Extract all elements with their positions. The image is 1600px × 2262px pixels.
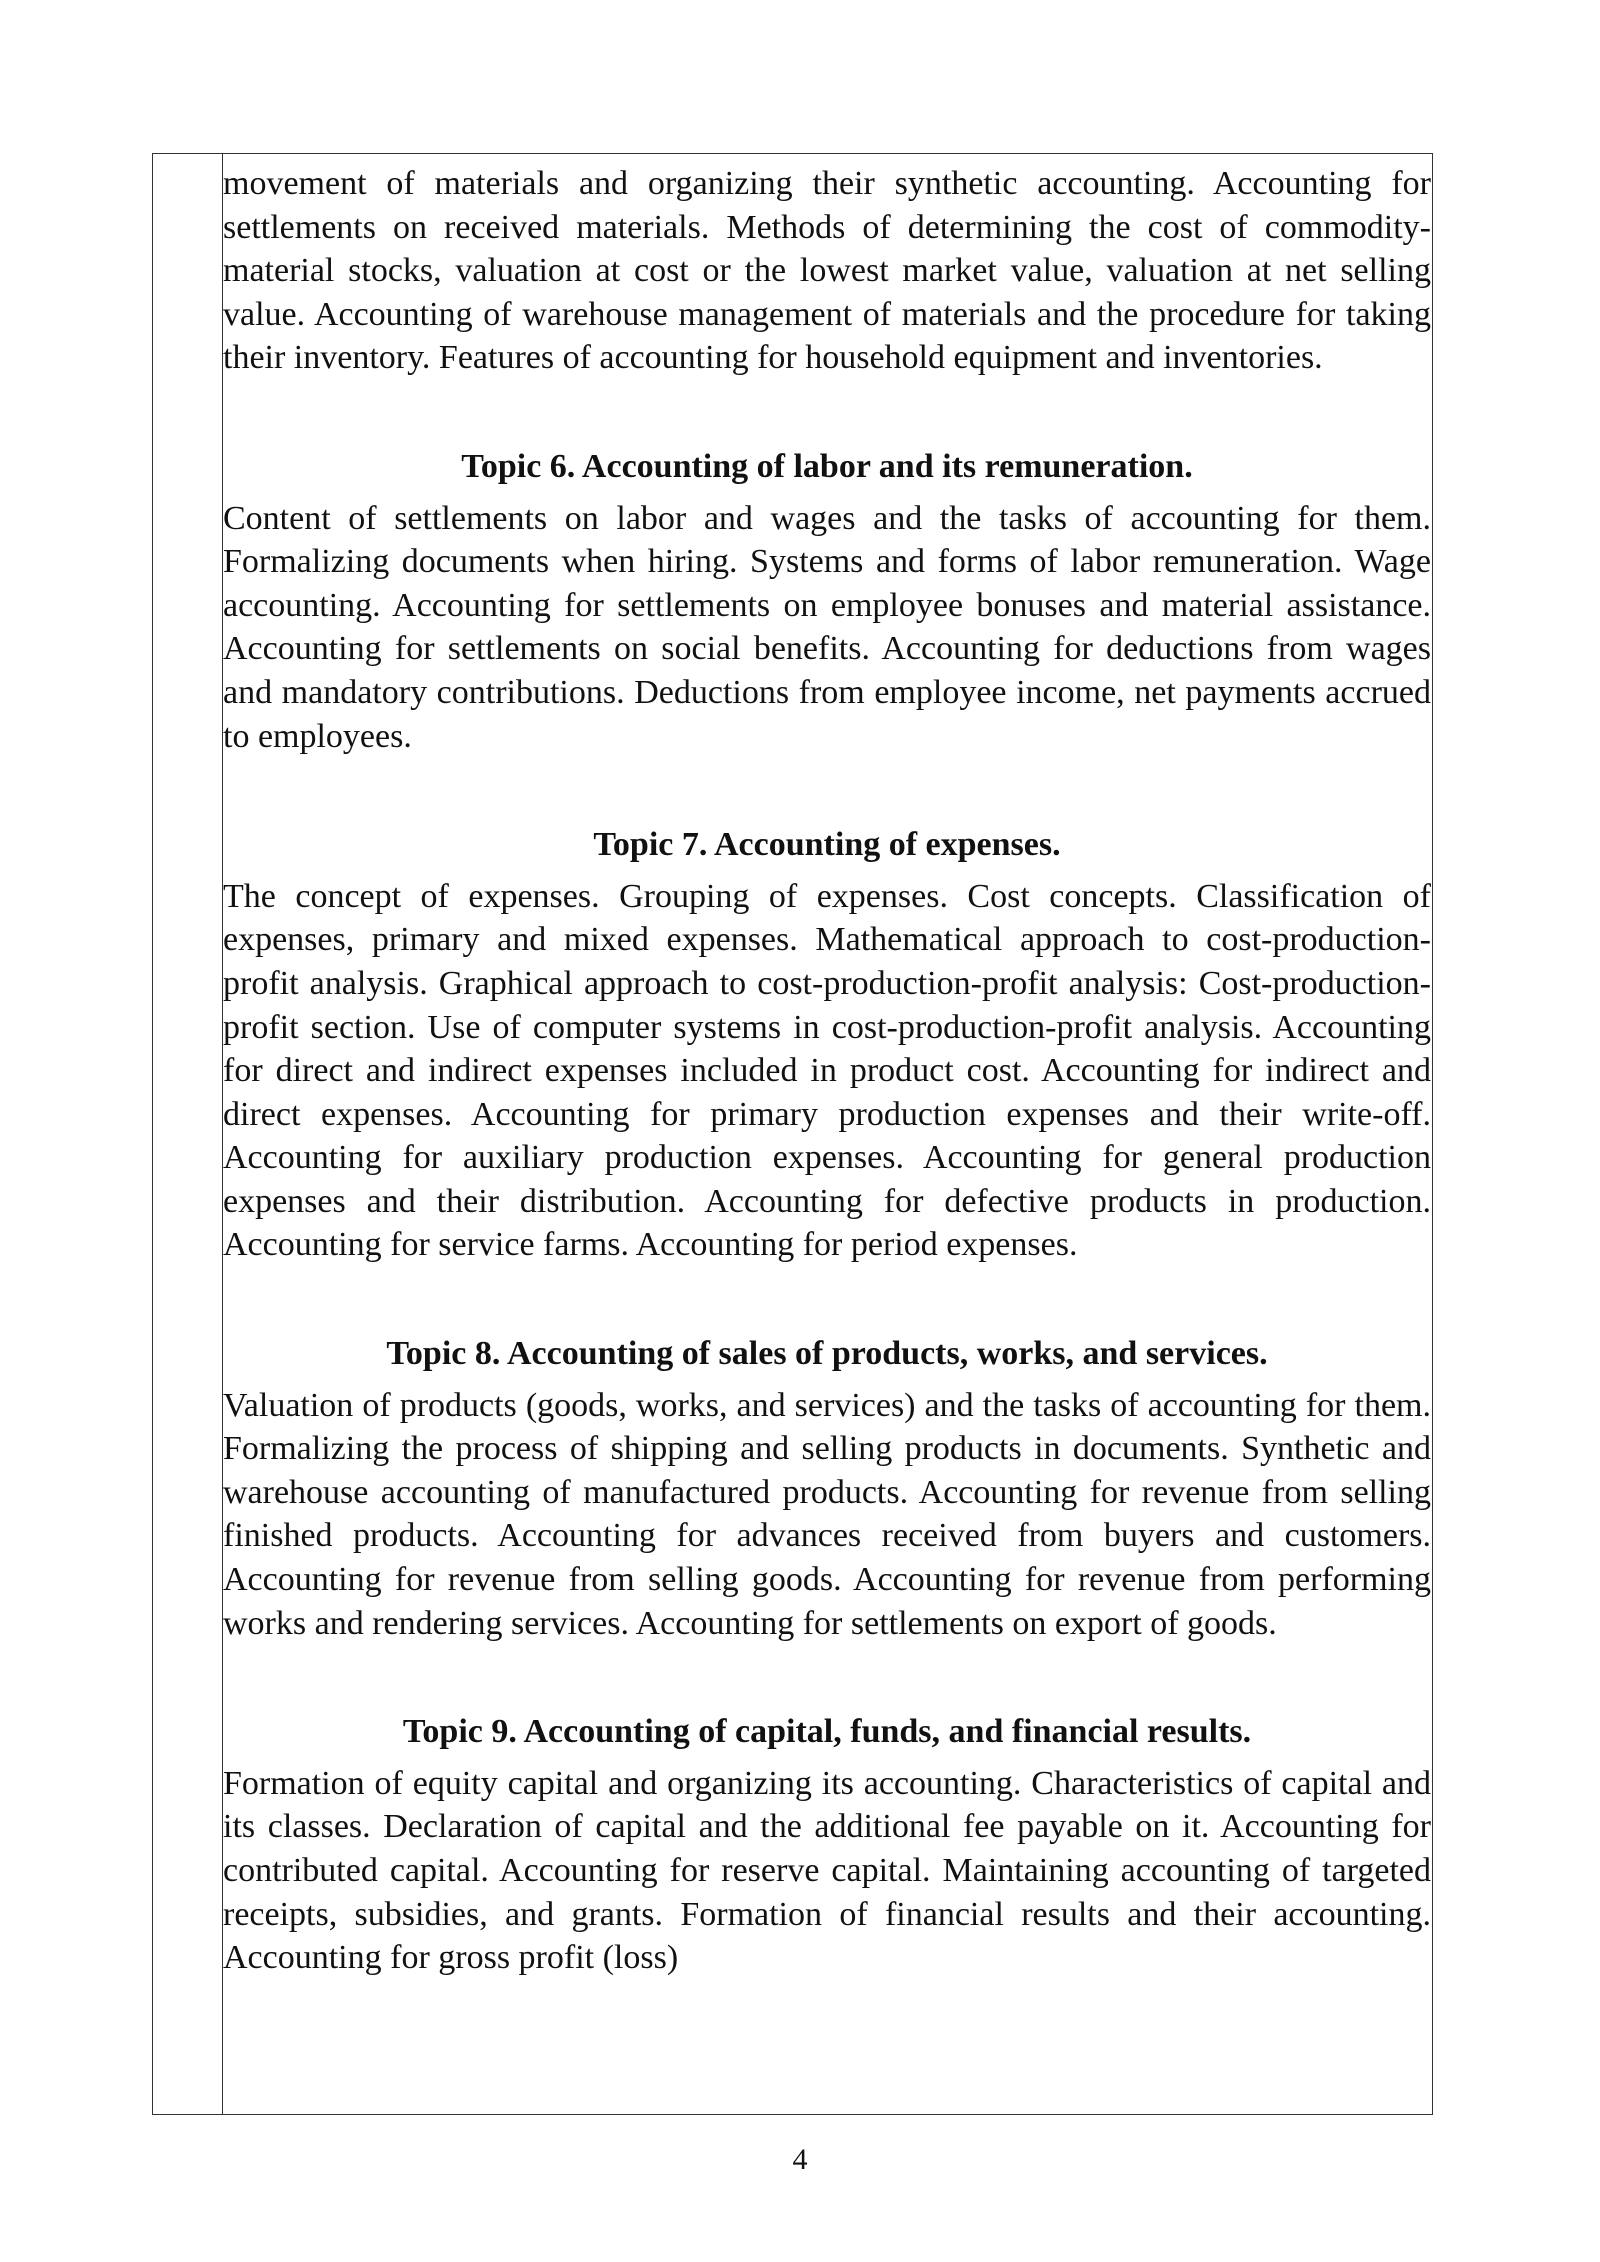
section-spacer xyxy=(223,380,1431,445)
page-number: 4 xyxy=(792,2143,808,2176)
topic-6-body: Content of settlements on labor and wages and the tasks of accounting for them. Formalizing documents when hiring. Systems and forms of labor remuneration. Wage accounting. Accounting for settlements on employee bonuses and material assistance. Accounting for settlements on social benefits. Accounting for deductions from wages and mandatory contributions. Deductions from employee income, net payments accrued to employees. xyxy=(223,499,1431,755)
topic-9-body: Formation of equity capital and organizing its accounting. Characteristics of capital and its classes. Declaration of capital and the additional fee payable on it. Accounting for contributed capital. Accounting for reserve capital. Maintaining accounting of targeted receipts, subsidies, and grants. Formation of financial results and their accounting. Accounting for gross profit (loss) xyxy=(223,1764,1431,1977)
intro-paragraph: movement of materials and organizing their synthetic accounting. Accounting for settlements on received materials. Methods of determining the cost of commodity-material stocks, valuation at cost or the lowest market value, valuation at net selling value. Accounting of warehouse management of materials and the procedure for taking their inventory. Features of accounting for household equipment and inventories. xyxy=(223,165,1431,377)
topic-8-heading: Topic 8. Accounting of sales of products, works, and services. xyxy=(386,1335,1268,1373)
section-spacer xyxy=(223,1267,1431,1332)
topic-7-heading: Topic 7. Accounting of expenses. xyxy=(593,826,1061,864)
section-spacer xyxy=(223,1645,1431,1710)
topic-6-heading: Topic 6. Accounting of labor and its remuneration. xyxy=(461,447,1193,485)
table-content-cell xyxy=(223,162,1431,1980)
section-spacer xyxy=(223,758,1431,823)
topic-9-heading: Topic 9. Accounting of capital, funds, and financial results. xyxy=(402,1713,1252,1751)
topic-8-body: Valuation of products (goods, works, and services) and the tasks of accounting for them. Formalizing the process of shipping and selling products in documents. Synthetic and warehouse accounting of manufactured products. Accounting for revenue from selling finished products. Accounting for advances received from buyers and customers. Accounting for revenue from selling goods. Accounting for revenue from performing works and rendering services. Accounting for settlements on export of goods. xyxy=(223,1386,1431,1642)
topic-7-body: The concept of expenses. Grouping of expenses. Cost concepts. Classification of expenses, primary and mixed expenses. Mathematical approach to cost-production-profit analysis. Graphical approach to cost-production-profit analysis: Cost-production-profit section. Use of computer systems in cost-production-profit analysis. Accounting for direct and indirect expenses included in product cost. Accounting for indirect and direct expenses. Accounting for primary production expenses and their write-off. Accounting for auxiliary production expenses. Accounting for general production expenses and their distribution. Accounting for defective products in production. Accounting for service farms. Accounting for period expenses. xyxy=(223,877,1431,1264)
syllabus-table xyxy=(152,153,1433,2115)
